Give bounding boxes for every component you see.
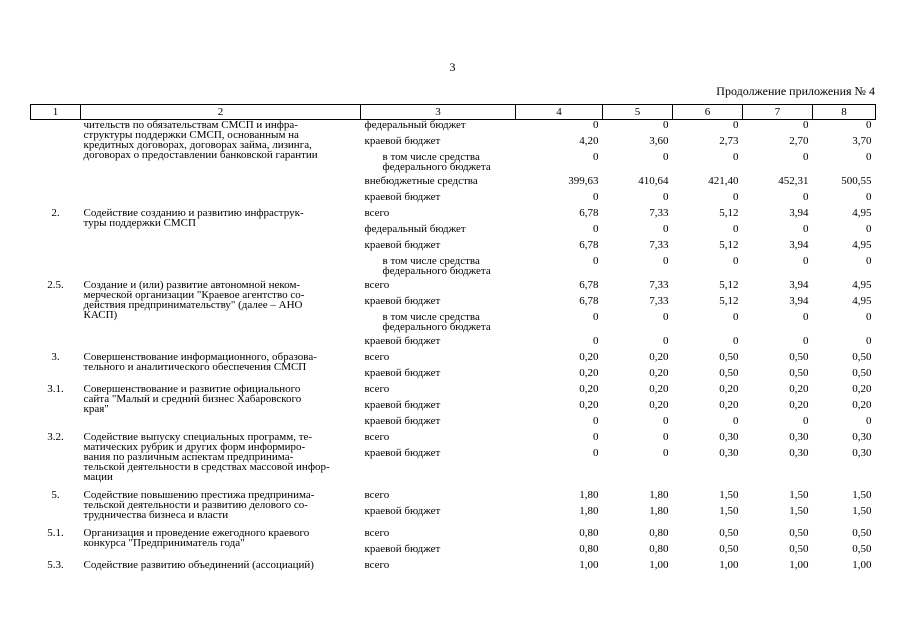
amount-cell: 0 — [803, 334, 809, 347]
item-name: Совершенствование информационного, образова- тельного и аналитического обеспечения СМСП — [83, 350, 317, 373]
funding-source: федеральный бюджет — [364, 222, 466, 235]
amount-cell: 0,20 — [579, 398, 599, 411]
amount-cell: 0 — [593, 430, 599, 443]
column-header: 1 — [31, 105, 81, 120]
amount-cell: 0,20 — [852, 398, 872, 411]
funding-source: краевой бюджет — [364, 366, 441, 379]
funding-source: краевой бюджет — [364, 542, 441, 555]
amount-cell: 0 — [593, 119, 599, 131]
item-name: Содействие выпуску специальных программ, те- матических рубрик и других форм информиро- вания по различным аспектам предпринима- тельской деятельности в средствах массовой инфор- мации — [83, 430, 330, 483]
amount-cell: 0,30 — [852, 430, 872, 443]
amount-cell: 1,00 — [789, 558, 809, 571]
amount-cell: 0 — [733, 254, 739, 267]
amount-cell: 0,50 — [789, 542, 809, 555]
funding-source: всего — [364, 382, 390, 395]
table-row — [31, 490, 876, 506]
table-row — [31, 280, 876, 296]
amount-cell: 0 — [593, 254, 599, 267]
funding-source: краевой бюджет — [364, 238, 441, 251]
amount-cell: 1,00 — [579, 558, 599, 571]
amount-cell: 6,78 — [579, 238, 599, 251]
amount-cell: 0 — [663, 334, 669, 347]
amount-cell: 0,50 — [719, 350, 739, 363]
amount-cell: 0 — [593, 150, 599, 163]
amount-cell: 0 — [593, 190, 599, 203]
amount-cell: 0,50 — [852, 526, 872, 539]
funding-source: краевой бюджет — [364, 190, 441, 203]
amount-cell: 0,30 — [719, 430, 739, 443]
table-row — [31, 352, 876, 368]
funding-source: в том числе средства федерального бюджета — [382, 150, 491, 173]
funding-source: всего — [364, 350, 390, 363]
amount-cell: 0 — [663, 254, 669, 267]
funding-source: в том числе средства федерального бюджета — [382, 310, 491, 333]
amount-cell: 1,50 — [789, 504, 809, 517]
amount-cell: 3,94 — [789, 294, 809, 307]
item-name: Совершенствование и развитие официального сайта "Малый и средний бизнес Хабаровского края" — [83, 382, 302, 415]
amount-cell: 410,64 — [638, 174, 669, 187]
amount-cell: 7,33 — [649, 238, 669, 251]
amount-cell: 6,78 — [579, 206, 599, 219]
amount-cell: 500,55 — [841, 174, 872, 187]
item-name — [81, 192, 361, 208]
amount-cell: 4,95 — [852, 278, 872, 291]
amount-cell: 1,80 — [579, 504, 599, 517]
amount-cell: 5,12 — [719, 278, 739, 291]
funding-source: в том числе средства федерального бюджета — [382, 254, 491, 277]
amount-cell: 0 — [866, 414, 872, 427]
amount-cell: 1,50 — [852, 504, 872, 517]
amount-cell: 0,20 — [719, 382, 739, 395]
amount-cell: 6,78 — [579, 278, 599, 291]
amount-cell: 0 — [866, 222, 872, 235]
funding-source: краевой бюджет — [364, 398, 441, 411]
item-name: чительств по обязательствам СМСП и инфра- структуры поддержки СМСП, основанным на кредитных договорах, договорах займа, лизинга, договорах о предоставлении банковской гарантии — [83, 119, 318, 161]
amount-cell: 399,63 — [568, 174, 599, 187]
funding-source: всего — [364, 206, 390, 219]
amount-cell: 4,20 — [579, 134, 599, 147]
amount-cell: 0 — [593, 222, 599, 235]
amount-cell: 0 — [733, 119, 739, 131]
amount-cell: 5,12 — [719, 238, 739, 251]
funding-source: краевой бюджет — [364, 504, 441, 517]
amount-cell: 421,40 — [708, 174, 739, 187]
amount-cell: 2,70 — [789, 134, 809, 147]
funding-source: внебюджетные средства — [364, 174, 478, 187]
item-number: 3. — [51, 350, 60, 363]
amount-cell: 0,20 — [579, 350, 599, 363]
amount-cell: 0 — [733, 414, 739, 427]
amount-cell: 0,20 — [789, 382, 809, 395]
continuation-caption: Продолжение приложения № 4 — [716, 84, 875, 98]
amount-cell: 5,12 — [719, 294, 739, 307]
amount-cell: 7,33 — [649, 278, 669, 291]
amount-cell: 0 — [663, 119, 669, 131]
amount-cell: 0,50 — [789, 350, 809, 363]
budget-table — [30, 104, 876, 576]
amount-cell: 0,20 — [579, 382, 599, 395]
amount-cell: 0,80 — [649, 526, 669, 539]
amount-cell: 0,30 — [789, 430, 809, 443]
amount-cell: 0,50 — [719, 542, 739, 555]
amount-cell: 1,50 — [789, 488, 809, 501]
amount-cell: 0,20 — [719, 398, 739, 411]
funding-source: краевой бюджет — [364, 134, 441, 147]
amount-cell: 0,30 — [789, 446, 809, 459]
funding-source: всего — [364, 278, 390, 291]
amount-cell: 0 — [866, 119, 872, 131]
table-row — [31, 560, 876, 576]
amount-cell: 0 — [733, 310, 739, 323]
amount-cell: 7,33 — [649, 294, 669, 307]
amount-cell: 0,20 — [579, 366, 599, 379]
funding-source: краевой бюджет — [364, 294, 441, 307]
amount-cell: 1,80 — [579, 488, 599, 501]
amount-cell: 0 — [866, 310, 872, 323]
amount-cell: 0,50 — [852, 350, 872, 363]
amount-cell: 2,73 — [719, 134, 739, 147]
amount-cell: 0 — [803, 190, 809, 203]
item-number: 5.3. — [47, 558, 64, 571]
item-number: 3.2. — [47, 430, 64, 443]
page-number: 3 — [449, 60, 456, 74]
funding-source: всего — [364, 488, 390, 501]
amount-cell: 0,80 — [579, 542, 599, 555]
amount-cell: 3,70 — [852, 134, 872, 147]
amount-cell: 0,20 — [789, 398, 809, 411]
amount-cell: 0,50 — [852, 542, 872, 555]
amount-cell: 1,50 — [719, 504, 739, 517]
item-name: Содействие созданию и развитию инфраструк- туры поддержки СМСП — [83, 206, 304, 229]
amount-cell: 0 — [733, 190, 739, 203]
amount-cell: 0 — [803, 254, 809, 267]
amount-cell: 0,20 — [649, 350, 669, 363]
amount-cell: 1,00 — [649, 558, 669, 571]
table-row — [31, 528, 876, 544]
item-number: 5. — [51, 488, 60, 501]
amount-cell: 6,78 — [579, 294, 599, 307]
item-name: Содействие развитию объединений (ассоциаций) — [83, 558, 314, 571]
amount-cell: 0,20 — [649, 366, 669, 379]
amount-cell: 0 — [866, 334, 872, 347]
table-row — [31, 208, 876, 224]
amount-cell: 0 — [803, 414, 809, 427]
amount-cell: 0,30 — [852, 446, 872, 459]
item-name: Содействие повышению престижа предпринима- тельской деятельности и развитию делового со- трудничества бизнеса и власти — [83, 488, 315, 521]
funding-source: краевой бюджет — [364, 414, 441, 427]
amount-cell: 4,95 — [852, 206, 872, 219]
column-header: 8 — [813, 105, 876, 120]
amount-cell: 0 — [733, 222, 739, 235]
amount-cell: 0,50 — [719, 526, 739, 539]
amount-cell: 0 — [803, 310, 809, 323]
amount-cell: 0 — [663, 446, 669, 459]
amount-cell: 452,31 — [778, 174, 809, 187]
amount-cell: 0 — [593, 446, 599, 459]
amount-cell: 0,50 — [789, 366, 809, 379]
amount-cell: 0 — [866, 190, 872, 203]
item-number: 5.1. — [47, 526, 64, 539]
funding-source: федеральный бюджет — [364, 119, 466, 131]
amount-cell: 0 — [866, 254, 872, 267]
funding-source: краевой бюджет — [364, 446, 441, 459]
amount-cell: 0 — [663, 222, 669, 235]
amount-cell: 0 — [803, 150, 809, 163]
amount-cell: 0 — [663, 310, 669, 323]
table-row — [31, 120, 876, 136]
amount-cell: 3,94 — [789, 238, 809, 251]
column-header: 2 — [81, 105, 361, 120]
amount-cell: 0,20 — [649, 398, 669, 411]
amount-cell: 4,95 — [852, 294, 872, 307]
column-header: 3 — [361, 105, 516, 120]
table-row — [31, 384, 876, 400]
amount-cell: 0,20 — [852, 382, 872, 395]
amount-cell: 0 — [663, 414, 669, 427]
amount-cell: 0 — [593, 334, 599, 347]
column-header: 5 — [603, 105, 673, 120]
item-name: Создание и (или) развитие автономной неком- мерческой организации "Краевое агентство со- действия предпринимательству" (далее – АНО КАСП) — [83, 278, 305, 321]
amount-cell: 0,50 — [852, 366, 872, 379]
amount-cell: 7,33 — [649, 206, 669, 219]
item-number — [31, 120, 81, 192]
item-number: 2. — [51, 206, 60, 219]
item-number — [31, 192, 81, 208]
amount-cell: 0 — [866, 150, 872, 163]
amount-cell: 3,60 — [649, 134, 669, 147]
amount-cell: 0,80 — [579, 526, 599, 539]
amount-cell: 1,50 — [719, 488, 739, 501]
amount-cell: 1,80 — [649, 488, 669, 501]
item-number: 3.1. — [47, 382, 64, 395]
funding-source: краевой бюджет — [364, 334, 441, 347]
funding-source: всего — [364, 430, 390, 443]
amount-cell: 1,00 — [852, 558, 872, 571]
column-header: 4 — [516, 105, 603, 120]
amount-cell: 0,30 — [719, 446, 739, 459]
amount-cell: 4,95 — [852, 238, 872, 251]
amount-cell: 0,20 — [649, 382, 669, 395]
amount-cell: 0,50 — [719, 366, 739, 379]
table-header-row — [31, 105, 876, 120]
table-row — [31, 432, 876, 448]
amount-cell: 1,00 — [719, 558, 739, 571]
amount-cell: 3,94 — [789, 278, 809, 291]
amount-cell: 0 — [663, 190, 669, 203]
amount-cell: 0 — [663, 150, 669, 163]
amount-cell: 0 — [803, 119, 809, 131]
funding-source: всего — [364, 558, 390, 571]
amount-cell: 0,80 — [649, 542, 669, 555]
funding-source: всего — [364, 526, 390, 539]
column-header: 6 — [673, 105, 743, 120]
amount-cell: 0,50 — [789, 526, 809, 539]
item-name: Организация и проведение ежегодного краевого конкурса "Предприниматель года" — [83, 526, 310, 549]
item-number: 2.5. — [47, 278, 64, 291]
table-row — [31, 192, 876, 208]
column-header: 7 — [743, 105, 813, 120]
amount-cell: 0 — [733, 150, 739, 163]
amount-cell: 0 — [733, 334, 739, 347]
amount-cell: 1,50 — [852, 488, 872, 501]
table-body — [31, 105, 876, 576]
amount-cell: 3,94 — [789, 206, 809, 219]
amount-cell: 0 — [663, 430, 669, 443]
amount-cell: 0 — [593, 414, 599, 427]
amount-cell: 1,80 — [649, 504, 669, 517]
amount-cell: 0 — [593, 310, 599, 323]
amount-cell: 0 — [803, 222, 809, 235]
amount-cell: 5,12 — [719, 206, 739, 219]
